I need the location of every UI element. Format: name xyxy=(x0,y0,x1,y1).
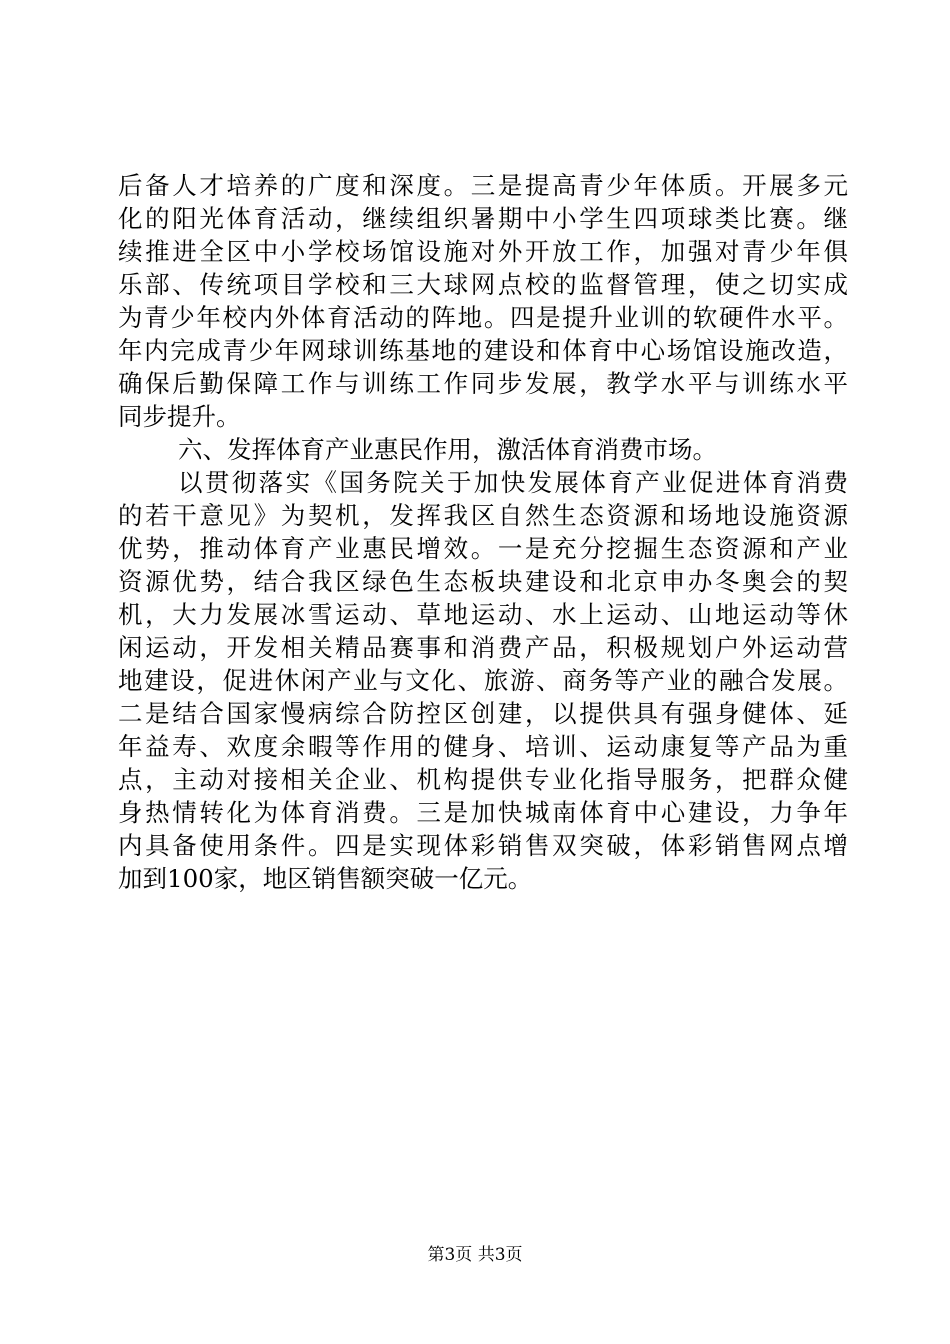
paragraph-line: 加到100家，地区销售额突破一亿元。 xyxy=(118,864,533,893)
paragraph-line: 内具备使用条件。四是实现体彩销售双突破，体彩销售网点增 xyxy=(118,831,848,860)
paragraph-line: 的若干意见》为契机，发挥我区自然生态资源和场地设施资源 xyxy=(118,501,848,530)
paragraph-line: 年益寿、欢度余暇等作用的健身、培训、运动康复等产品为重 xyxy=(118,732,848,761)
paragraph-line: 以贯彻落实《国务院关于加快发展体育产业促进体育消费 xyxy=(178,468,848,497)
paragraph-line: 续推进全区中小学校场馆设施对外开放工作，加强对青少年俱 xyxy=(118,237,848,266)
page-number: 第3页 共3页 xyxy=(427,1245,523,1265)
paragraph-line: 确保后勤保障工作与训练工作同步发展，教学水平与训练水平 xyxy=(118,369,848,398)
paragraph-line: 地建设，促进休闲产业与文化、旅游、商务等产业的融合发展。 xyxy=(118,666,848,695)
paragraph-line: 闲运动，开发相关精品赛事和消费产品，积极规划户外运动营 xyxy=(118,633,848,662)
paragraph-line: 资源优势，结合我区绿色生态板块建设和北京申办冬奥会的契 xyxy=(118,567,848,596)
paragraph-line: 化的阳光体育活动，继续组织暑期中小学生四项球类比赛。继 xyxy=(118,204,848,233)
section-heading: 六、发挥体育产业惠民作用，激活体育消费市场。 xyxy=(178,435,717,464)
paragraph-line: 点，主动对接相关企业、机构提供专业化指导服务，把群众健 xyxy=(118,765,848,794)
paragraph-line: 优势，推动体育产业惠民增效。一是充分挖掘生态资源和产业 xyxy=(118,534,848,563)
paragraph-line: 后备人才培养的广度和深度。三是提高青少年体质。开展多元 xyxy=(118,171,848,200)
paragraph-line: 二是结合国家慢病综合防控区创建，以提供具有强身健体、延 xyxy=(118,699,848,728)
paragraph-line: 同步提升。 xyxy=(118,402,241,431)
paragraph-line: 年内完成青少年网球训练基地的建设和体育中心场馆设施改造， xyxy=(118,336,848,365)
paragraph-line: 身热情转化为体育消费。三是加快城南体育中心建设，力争年 xyxy=(118,798,848,827)
paragraph-line: 为青少年校内外体育活动的阵地。四是提升业训的软硬件水平。 xyxy=(118,303,848,332)
paragraph-line: 机，大力发展冰雪运动、草地运动、水上运动、山地运动等休 xyxy=(118,600,848,629)
paragraph-line: 乐部、传统项目学校和三大球网点校的监督管理，使之切实成 xyxy=(118,270,848,299)
